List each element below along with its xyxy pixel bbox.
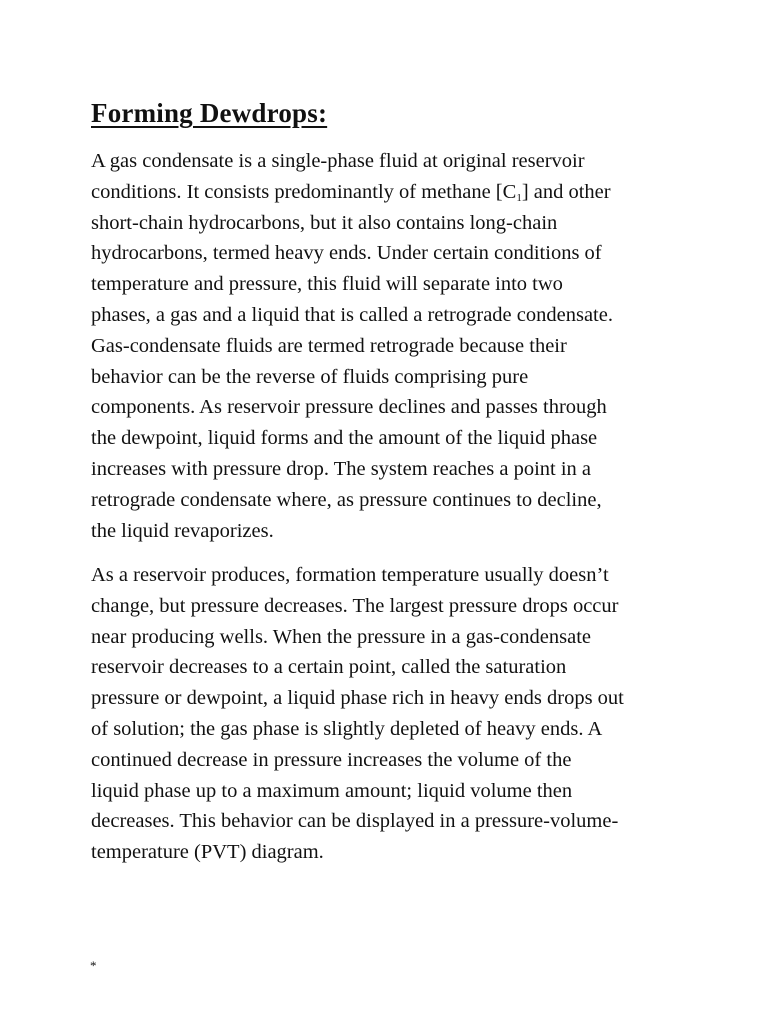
text-segment: ] and other	[521, 180, 611, 203]
text-line: Gas-condensate fluids are termed retrograde because their	[91, 334, 567, 357]
text-line: phases, a gas and a liquid that is called a retrograde condensate.	[91, 303, 613, 326]
text-line: hydrocarbons, termed heavy ends. Under certain conditions of	[91, 242, 602, 265]
text-line: the dewpoint, liquid forms and the amount of the liquid phase	[91, 427, 598, 450]
text-line: near producing wells. When the pressure in a gas-condensate	[91, 625, 591, 648]
text-line: the liquid revaporizes.	[91, 519, 274, 542]
text-line: behavior can be the reverse of fluids comprising pure	[91, 365, 529, 388]
text-line: increases with pressure drop. The system reaches a point in a	[91, 457, 592, 480]
paragraph-gas-condensate	[91, 146, 691, 546]
text-line: As a reservoir produces, formation temperature usually doesn’t	[91, 564, 609, 586]
text-line: retrograde condensate where, as pressure continues to decline,	[91, 488, 602, 511]
text-line: continued decrease in pressure increases the volume of the	[91, 748, 572, 771]
text-line: reservoir decreases to a certain point, called the saturation	[91, 656, 567, 679]
text-line: A gas condensate is a single-phase fluid at original reservoir	[91, 150, 585, 172]
methane-subscript: 1	[516, 191, 522, 204]
text-line: short-chain hydrocarbons, but it also contains long-chain	[91, 211, 558, 234]
page-title: Forming Dewdrops:	[91, 98, 328, 128]
footnote-asterisk: *	[90, 958, 97, 973]
text-segment: conditions. It consists predominantly of methane [C	[91, 180, 517, 203]
text-line: decreases. This behavior can be displayed in a pressure-volume-	[91, 810, 619, 833]
text-line: of solution; the gas phase is slightly depleted of heavy ends. A	[91, 717, 603, 740]
text-line: temperature and pressure, this fluid will separate into two	[91, 273, 563, 296]
text-line: components. As reservoir pressure declines and passes through	[91, 396, 607, 419]
text-line: change, but pressure decreases. The largest pressure drops occur	[91, 594, 619, 617]
text-line: pressure or dewpoint, a liquid phase rich in heavy ends drops out	[91, 687, 624, 710]
text-line: temperature (PVT) diagram.	[91, 841, 324, 864]
paragraph-reservoir-production	[91, 560, 691, 868]
text-line: liquid phase up to a maximum amount; liquid volume then	[91, 779, 573, 802]
text-line	[91, 177, 691, 208]
